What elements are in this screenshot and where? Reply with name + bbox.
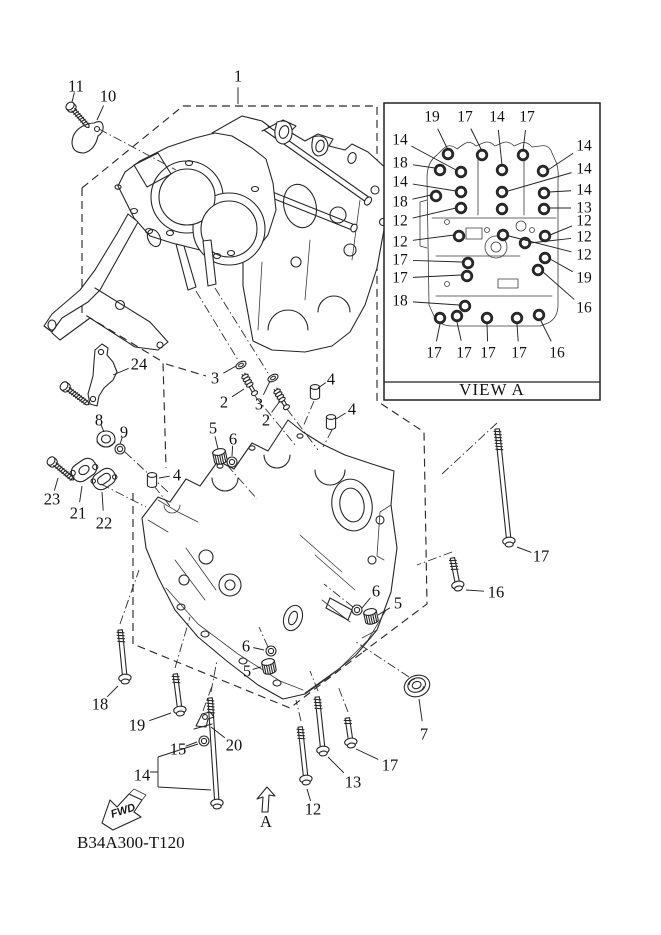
callout-19: 19 (576, 269, 592, 287)
fit-leader-line (296, 700, 301, 721)
callout-17: 17 (381, 755, 399, 775)
part-oring-6c (266, 646, 276, 656)
leader-line (487, 324, 488, 341)
callout-18: 18 (392, 154, 408, 172)
callout-13: 13 (344, 772, 362, 792)
fwd-label: FWD (109, 801, 137, 821)
callout-17: 17 (392, 269, 408, 287)
callout-14: 14 (576, 160, 592, 178)
callout-18: 18 (392, 193, 408, 211)
bolt-hole (538, 166, 548, 176)
part-screw-24-mount (59, 380, 92, 408)
callout-16: 16 (549, 344, 565, 362)
bolt-hole (460, 301, 470, 311)
bolt-hole (435, 165, 445, 175)
leader-line (102, 492, 103, 511)
callout-12: 12 (392, 233, 408, 251)
leader-line (211, 727, 225, 738)
part-bolt-13 (311, 696, 330, 756)
callout-17: 17 (426, 344, 442, 362)
callout-18: 18 (392, 292, 408, 310)
leader-line (186, 742, 197, 746)
fit-leader-line (120, 570, 139, 624)
bolt-hole (456, 203, 466, 213)
bolt-hole (454, 231, 464, 241)
fit-leader-line (442, 423, 497, 474)
callout-4: 4 (347, 399, 357, 419)
callout-22: 22 (95, 513, 113, 533)
bolt-hole (435, 313, 445, 323)
fit-leader-line (338, 686, 348, 712)
callout-16: 16 (576, 299, 592, 317)
fit-leader-line (303, 401, 314, 427)
bolt-hole (534, 310, 544, 320)
bolt-hole (497, 204, 507, 214)
callout-14: 14 (489, 108, 505, 126)
leader-line (466, 590, 484, 591)
callout-17: 17 (457, 108, 473, 126)
callout-12: 12 (576, 246, 592, 264)
callout-14: 14 (576, 181, 592, 199)
callout-17: 17 (532, 546, 550, 566)
lower-crankcase-drawing (142, 420, 397, 699)
callout-19: 19 (128, 715, 146, 735)
callout-21: 21 (69, 503, 87, 523)
callout-5: 5 (242, 661, 252, 681)
callout-12: 12 (392, 212, 408, 230)
callout-24: 24 (130, 354, 148, 374)
drawing-number: B34A300-T120 (77, 833, 185, 852)
callout-19: 19 (424, 108, 440, 126)
fit-leader-line (196, 291, 238, 360)
bolt-hole (540, 253, 550, 263)
bolt-hole (498, 230, 508, 240)
part-plug-5c (261, 658, 277, 676)
bolt-hole (497, 187, 507, 197)
callout-16: 16 (487, 582, 505, 602)
part-bracket-24 (88, 344, 117, 406)
part-oring-6a (227, 457, 237, 467)
leader-line (336, 413, 346, 419)
part-bolt-17-bottom (341, 717, 358, 749)
callout-6: 6 (241, 636, 251, 656)
callout-10: 10 (99, 86, 117, 106)
part-oring-9 (115, 444, 125, 454)
callout-4: 4 (172, 465, 182, 485)
callout-12: 12 (576, 228, 592, 246)
bolt-hole (477, 150, 487, 160)
callout-17: 17 (480, 344, 496, 362)
callout-17: 17 (456, 344, 472, 362)
callout-15: 15 (169, 739, 187, 759)
leader-line (215, 436, 218, 449)
part-bolt-16-right (446, 557, 465, 592)
callout-14: 14 (392, 131, 408, 149)
callout-4: 4 (326, 369, 336, 389)
part-clamp-20 (194, 712, 214, 729)
leader-line (149, 713, 171, 721)
part-grommet-7 (401, 672, 433, 701)
bolt-hole (497, 165, 507, 175)
callout-14: 14 (392, 173, 408, 191)
bolt-hole (431, 191, 441, 201)
bolt-hole (533, 265, 543, 275)
leader-line (159, 476, 170, 478)
part-stud-2a (240, 372, 258, 397)
callout-17: 17 (511, 344, 527, 362)
fit-leader-line (175, 617, 190, 668)
leader-line (356, 749, 378, 759)
callout-6: 6 (371, 581, 381, 601)
part-dowel-4b (326, 415, 335, 430)
view-direction-label: A (260, 812, 272, 831)
upper-crankcase-drawing (44, 116, 390, 352)
part-bolt-18 (114, 629, 132, 684)
part-oring-6b (352, 605, 362, 615)
callout-17: 17 (519, 108, 535, 126)
part-bolt-12 (294, 726, 313, 785)
bolt-hole (512, 313, 522, 323)
callout-11: 11 (68, 76, 84, 96)
bolt-hole (452, 311, 462, 321)
callout-5: 5 (208, 418, 218, 438)
callout-14: 14 (576, 137, 592, 155)
leader-line (419, 699, 422, 721)
part-plate-10 (72, 122, 103, 153)
bolt-hole (462, 271, 472, 281)
callout-7: 7 (419, 724, 429, 744)
callout-9: 9 (119, 422, 129, 442)
part-washer-3a (235, 360, 248, 371)
callout-2: 2 (261, 410, 271, 430)
fit-leader-line (323, 430, 332, 447)
callout-8: 8 (94, 410, 104, 430)
callout-17: 17 (392, 251, 408, 269)
fit-leader-line (101, 484, 146, 507)
leader-line (107, 686, 118, 697)
bolt-hole (456, 187, 466, 197)
callout-3: 3 (254, 394, 264, 414)
part-bolt-19 (169, 673, 187, 716)
bolt-hole (539, 188, 549, 198)
callout-3: 3 (210, 368, 220, 388)
callout-1: 1 (233, 66, 243, 86)
callout-14: 14 (133, 765, 151, 785)
callout-20: 20 (225, 735, 243, 755)
callout-23: 23 (43, 489, 61, 509)
callout-5: 5 (393, 593, 403, 613)
leader-line (232, 389, 244, 397)
bolt-hole (456, 167, 466, 177)
view-a-title: VIEW A (459, 380, 525, 399)
leader-line (328, 757, 344, 773)
bolt-hole (463, 258, 473, 268)
bolt-hole (443, 149, 453, 159)
bolt-hole (540, 231, 550, 241)
fwd-arrow (102, 789, 146, 830)
part-washer-3b (267, 373, 280, 384)
part-plug-5b (363, 608, 379, 626)
bolt-hole (518, 150, 528, 160)
leader-line (223, 366, 236, 373)
callout-2: 2 (219, 392, 229, 412)
part-cap-8 (97, 431, 115, 447)
leader-line (80, 486, 82, 502)
leader-line (97, 106, 104, 120)
part-bolt-17-right (491, 428, 516, 547)
callout-12: 12 (576, 212, 592, 230)
leader-line (517, 547, 531, 552)
part-plug-5a (212, 448, 228, 466)
fit-leader-line (417, 552, 452, 565)
fit-leader-line (125, 452, 168, 492)
bolt-hole (482, 313, 492, 323)
callout-18: 18 (91, 694, 109, 714)
callout-13: 13 (576, 199, 592, 217)
view-direction-arrow (257, 787, 275, 831)
callout-12: 12 (304, 799, 322, 819)
callout-6: 6 (228, 429, 238, 449)
part-dowel-4c (147, 473, 156, 488)
leader-line (263, 381, 270, 395)
part-oring-15 (199, 736, 209, 746)
view-a-panel (384, 103, 600, 400)
leader-line (272, 401, 280, 412)
bolt-hole (539, 204, 549, 214)
part-dowel-4a (310, 385, 319, 400)
fit-leader-line (356, 642, 409, 677)
